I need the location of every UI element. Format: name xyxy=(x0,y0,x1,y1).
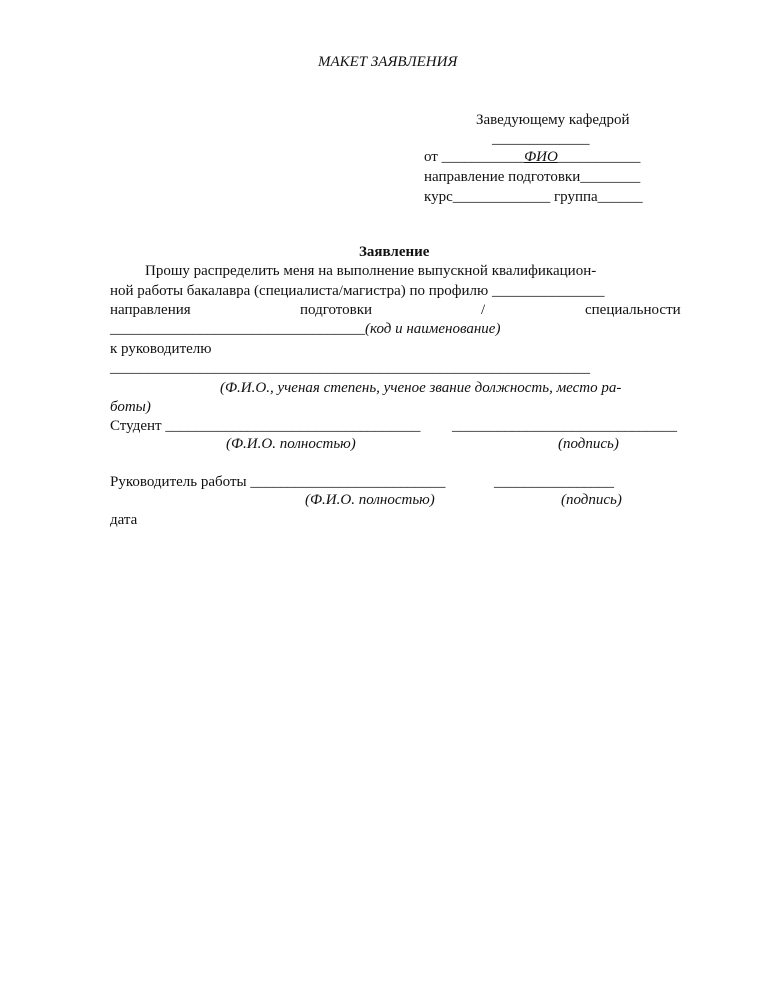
student-label: Студент xyxy=(110,418,162,434)
student-sign-blank: ______________________________ xyxy=(452,418,677,434)
from-line xyxy=(424,149,640,166)
statement-heading: Заявление xyxy=(359,244,430,260)
body-line-3-word-4: специальности xyxy=(585,302,681,318)
student-name-hint: (Ф.И.О. полностью) xyxy=(226,436,356,452)
supervisor-hint-continuation: боты) xyxy=(110,399,151,415)
supervisor-name-blank: __________________________ xyxy=(250,474,446,490)
student-line xyxy=(110,418,420,435)
body-line-3-word-1: направления xyxy=(110,302,191,318)
from-blank-left: ___________ xyxy=(441,149,525,165)
code-name-line xyxy=(110,321,500,338)
from-prefix: от xyxy=(424,149,438,165)
document-title: МАКЕТ ЗАЯВЛЕНИЯ xyxy=(318,54,458,70)
supervisor-name-hint: (Ф.И.О. полностью) xyxy=(305,492,435,508)
direction-line: направление подготовки________ xyxy=(424,169,641,185)
body-line-1: Прошу распределить меня на выполнение выпускной квалификацион- xyxy=(145,263,597,279)
student-sign-hint: (подпись) xyxy=(558,436,619,452)
from-blank-right: ___________ xyxy=(557,149,641,165)
supervisor-signature-line xyxy=(110,474,445,491)
student-name-blank: __________________________________ xyxy=(165,418,421,434)
supervisor-blank: ________________________________________________________________ xyxy=(110,360,590,376)
body-line-3-word-3: / xyxy=(481,302,486,318)
course-group-line xyxy=(424,189,643,206)
body-line-2: ной работы бакалавра (специалиста/магистра) по профилю _______________ xyxy=(110,283,605,299)
supervisor-hint: (Ф.И.О., ученая степень, ученое звание должность, место ра- xyxy=(220,380,622,396)
supervisor-sign-blank: ________________ xyxy=(494,474,614,490)
code-name-hint: (код и наименование) xyxy=(365,321,501,337)
course-blank: _____________ xyxy=(452,189,551,205)
supervisor-signature-label: Руководитель работы xyxy=(110,474,247,490)
body-line-3-word-2: подготовки xyxy=(300,302,373,318)
addressee-to-blank: _____________ xyxy=(492,131,590,147)
supervisor-label: к руководителю xyxy=(110,341,212,357)
code-name-blank: __________________________________ xyxy=(110,321,365,337)
course-prefix: курс xyxy=(424,189,453,205)
addressee-to-line: Заведующему кафедрой xyxy=(476,112,630,128)
group-label: группа______ xyxy=(553,189,643,205)
from-name: ФИО xyxy=(524,149,558,165)
date-label: дата xyxy=(110,512,138,528)
supervisor-sign-hint: (подпись) xyxy=(561,492,622,508)
